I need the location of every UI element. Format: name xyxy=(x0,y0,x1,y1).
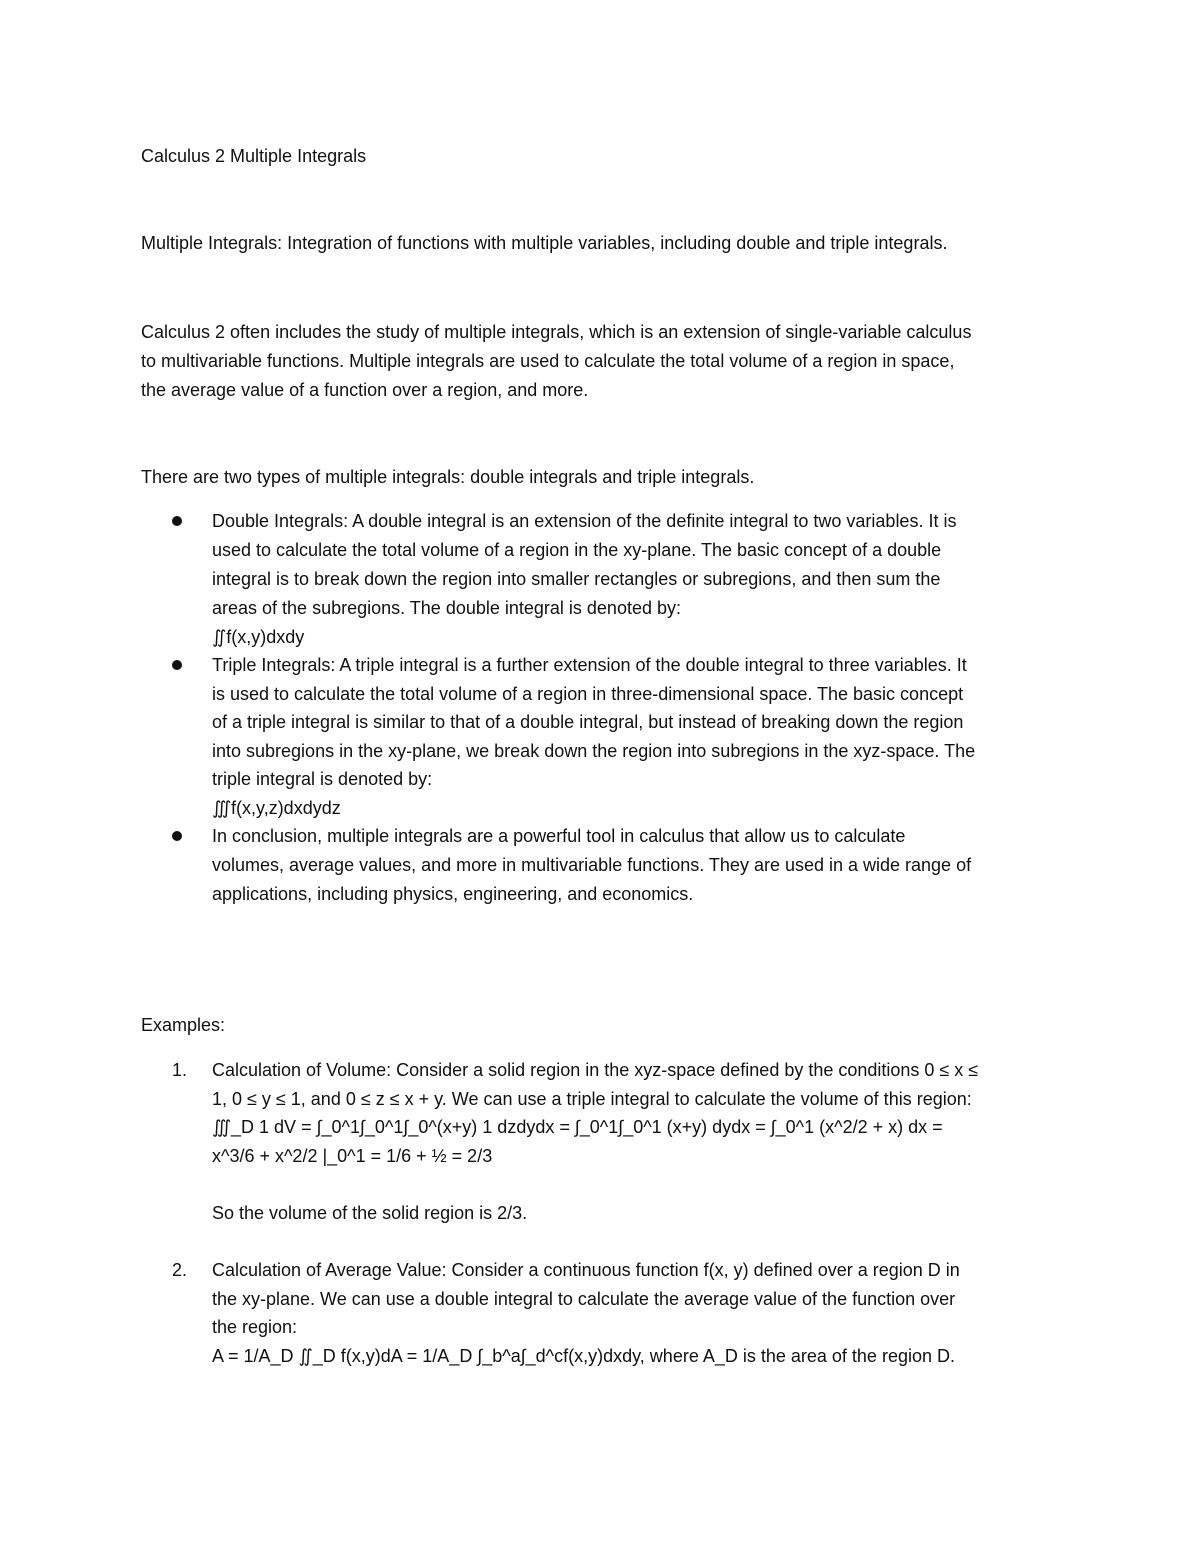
example-formula: x^3/6 + x^2/2 |_0^1 = 1/6 + ½ = 2/3 xyxy=(212,1146,493,1166)
types-intro: There are two types of multiple integrals: double integrals and triple integrals. xyxy=(141,467,755,487)
example-line: Calculation of Average Value: Consider a continuous function f(x, y) defined over a region D in xyxy=(212,1260,960,1280)
bullet-line: integral is to break down the region into smaller rectangles or subregions, and then sum the xyxy=(212,569,941,589)
bullet-line: In conclusion, multiple integrals are a powerful tool in calculus that allow us to calculate xyxy=(212,826,906,846)
bullet-line: into subregions in the xy-plane, we break down the region into subregions in the xyz-space. The xyxy=(212,741,976,761)
example-line: Calculation of Volume: Consider a solid region in the xyz-space defined by the conditions 0 ≤ x ≤ xyxy=(212,1060,979,1080)
example-line: 1, 0 ≤ y ≤ 1, and 0 ≤ z ≤ x + y. We can use a triple integral to calculate the volume of this region: xyxy=(212,1089,972,1109)
document-title: Calculus 2 Multiple Integrals xyxy=(141,146,367,166)
example-formula: ∭_D 1 dV = ∫_0^1∫_0^1∫_0^(x+y) 1 dzdydx = ∫_0^1∫_0^1 (x+y) dydx = ∫_0^1 (x^2/2 + x) dx = xyxy=(212,1117,943,1137)
bullet-line: used to calculate the total volume of a region in the xy-plane. The basic concept of a double xyxy=(212,540,942,560)
bullet-line: is used to calculate the total volume of a region in three-dimensional space. The basic concept xyxy=(212,684,964,704)
bullet-marker xyxy=(172,660,182,670)
example-formula: A = 1/A_D ∬_D f(x,y)dA = 1/A_D ∫_b^a∫_d^cf(x,y)dxdy, where A_D is the area of the region D. xyxy=(212,1346,955,1366)
example-number: 2. xyxy=(172,1260,188,1280)
bullet-line: Double Integrals: A double integral is an extension of the definite integral to two variables. It is xyxy=(212,511,957,531)
bullet-line: triple integral is denoted by: xyxy=(212,769,433,789)
bullet-line: Triple Integrals: A triple integral is a further extension of the double integral to three variables. It xyxy=(212,655,967,675)
bullet-line: volumes, average values, and more in multivariable functions. They are used in a wide range of xyxy=(212,855,972,875)
triple-integral-notation: ∭f(x,y,z)dxdydz xyxy=(212,798,341,818)
definition-paragraph: Multiple Integrals: Integration of functions with multiple variables, including double and triple integrals. xyxy=(141,233,948,253)
bullet-marker xyxy=(172,831,182,841)
bullet-line: of a triple integral is similar to that of a double integral, but instead of breaking down the region xyxy=(212,712,964,732)
bullet-line: areas of the subregions. The double integral is denoted by: xyxy=(212,598,681,618)
bullet-marker xyxy=(172,516,182,526)
example-number: 1. xyxy=(172,1060,188,1080)
intro-line: to multivariable functions. Multiple integrals are used to calculate the total volume of a region in space, xyxy=(141,351,955,371)
bullet-line: applications, including physics, engineering, and economics. xyxy=(212,884,694,904)
examples-heading: Examples: xyxy=(141,1015,226,1035)
example-line: the xy-plane. We can use a double integral to calculate the average value of the function over xyxy=(212,1289,956,1309)
example-conclusion: So the volume of the solid region is 2/3. xyxy=(212,1203,528,1223)
intro-line: the average value of a function over a region, and more. xyxy=(141,380,589,400)
example-line: the region: xyxy=(212,1317,298,1337)
double-integral-notation: ∬f(x,y)dxdy xyxy=(212,627,305,647)
intro-line: Calculus 2 often includes the study of multiple integrals, which is an extension of single-variable calculus xyxy=(141,322,972,342)
